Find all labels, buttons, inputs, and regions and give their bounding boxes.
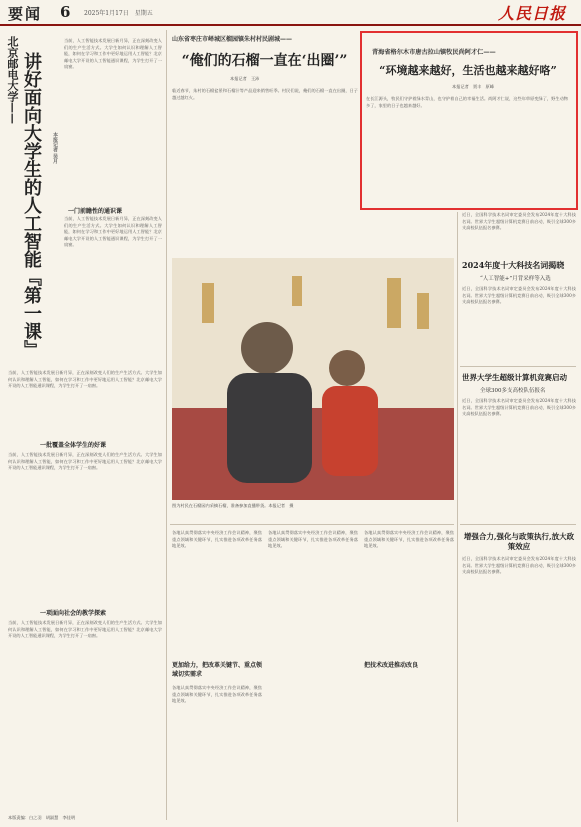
mid-bottom-col1: 各地认真贯彻落实中央经济工作会议精神，聚焦重点领域和关键环节，扎实推进各项改革任务落地见效。 — [172, 530, 262, 549]
right-subheadline-1: “人工智能+”月背采样等入选 — [480, 276, 551, 282]
mid-kicker: 山东省枣庄市峄城区榴园镇朱村村民剧城—— — [172, 36, 293, 43]
feature-kicker: 青海省格尔木市唐古拉山镇牧民尚阿才仁—— — [372, 49, 496, 56]
left-byline: 本报记者 吴月 — [52, 132, 58, 164]
right-divider-1 — [460, 366, 576, 367]
right-body-2: 近日，全国科学技术名词审定委员会发布2024年度十大科技名词。世界大学生超级计算机竞赛日前启动，吸引全球300多支高校队伍报名参赛。 — [462, 398, 576, 417]
right-body-1: 近日，全国科学技术名词审定委员会发布2024年度十大科技名词。世界大学生超级计算机竞赛日前启动，吸引全球300多支高校队伍报名参赛。 — [462, 286, 576, 305]
section-title: 要闻 — [8, 5, 43, 23]
shadow-puppet-photo — [172, 258, 454, 500]
mid-bottom-subhead-1: 更加给力，把改革关键节、重点领域切实需求 — [172, 662, 263, 678]
right-subheadline-2: 全球300多支高校队伍报名 — [480, 388, 546, 394]
left-body-mid: 当前，人工智能技术发展日新月异，正在深刻改变人们的生产生活方式。大学生如何认识和理解人工智能，如何在学习和工作中更好地运用人工智能？北京邮电大学开设的人工智能通识课程，为学生打开了一扇窗。 — [64, 216, 162, 248]
date-line: 2025年1月17日 星期五 — [84, 10, 153, 17]
left-subhead-2: 一批覆盖全体学生的好课 — [40, 442, 107, 449]
left-subhead-3: 一项面向社会的教学探索 — [40, 610, 107, 617]
right-body-top: 近日，全国科学技术名词审定委员会发布2024年度十大科技名词。世界大学生超级计算机竞赛日前启动，吸引全球300多支高校队伍报名参赛。 — [462, 212, 576, 231]
mid-headline: “俺们的石榴一直在‘出圈’” — [181, 53, 348, 69]
mid-bottom-col2: 各地认真贯彻落实中央经济工作会议精神，聚焦重点领域和关键环节，扎实推进各项改革任务落地见效。 — [268, 530, 358, 549]
page-number: 6 — [60, 3, 71, 21]
right-headline-1: 2024年度十大科技名词揭晓 — [462, 260, 565, 270]
left-headline: 讲好面向大学生的人工智能『第一课』 — [21, 52, 42, 358]
left-kicker: 北京邮电大学—— — [6, 36, 19, 124]
mid-bottom-subhead-2: 把技术改进推动改良 — [364, 662, 419, 669]
mid-bottom-col1b: 各地认真贯彻落实中央经济工作会议精神，聚焦重点领域和关键环节，扎实推进各项改革任务落地见效。 — [172, 685, 262, 704]
right-divider-2 — [460, 524, 576, 525]
mid-bottom-col3: 各地认真贯彻落实中央经济工作会议精神，聚焦重点领域和关键环节，扎实推进各项改革任务落地见效。 — [364, 530, 454, 549]
column-divider — [166, 30, 167, 820]
right-headline-3: 增强合力,强化与政策执行,放大政策效应 — [463, 532, 575, 551]
left-body-4: 当前，人工智能技术发展日新月异，正在深刻改变人们的生产生活方式。大学生如何认识和理解人工智能，如何在学习和工作中更好地运用人工智能？北京邮电大学开设的人工智能通识课程，为学生打开了一扇窗。 — [8, 620, 162, 639]
mid-body: 临近春节，朱村的石榴盆景和石榴汁等产品迎来销售旺季。村民们说，俺们的石榴一直在出圈，日子越过越红火。 — [172, 88, 358, 100]
photo-caption: 图为村民在石榴园内采摘石榴，准备参加直播带货。本报记者 摄 — [172, 503, 294, 508]
newspaper-logo: 人民日报 — [498, 4, 567, 23]
feature-byline: 本报记者 贾丰 原峰 — [452, 84, 494, 89]
feature-headline: “环境越来越好，生活也越来越好咯” — [379, 64, 557, 77]
left-body-3: 当前，人工智能技术发展日新月异，正在深刻改变人们的生产生活方式。大学生如何认识和理解人工智能，如何在学习和工作中更好地运用人工智能？北京邮电大学开设的人工智能通识课程，为学生打开了一扇窗。 — [8, 452, 162, 471]
left-body-top: 当前，人工智能技术发展日新月异，正在深刻改变人们的生产生活方式。大学生如何认识和理解人工智能，如何在学习和工作中更好地运用人工智能？北京邮电大学开设的人工智能通识课程，为学生打开了一扇窗。 — [64, 38, 162, 70]
section-divider — [170, 524, 454, 525]
right-headline-2: 世界大学生超级计算机竞赛启动 — [462, 373, 567, 382]
feature-body: 在长江源头，牧民们守护着绿水青山，也守护着自己的幸福生活。尚阿才仁说，这些年草原变绿了，野生动物多了，家里的日子也越来越好。 — [366, 96, 568, 108]
right-body-3: 近日，全国科学技术名词审定委员会发布2024年度十大科技名词。世界大学生超级计算机竞赛日前启动，吸引全球300多支高校队伍报名参赛。 — [462, 556, 576, 575]
left-editor-line: 本版责编：白之羽 胡淑慧 李佳明 — [8, 815, 76, 820]
left-body-2: 当前，人工智能技术发展日新月异，正在深刻改变人们的生产生活方式。大学生如何认识和理解人工智能，如何在学习和工作中更好地运用人工智能？北京邮电大学开设的人工智能通识课程，为学生打开了一扇窗。 — [8, 370, 162, 389]
left-subhead-1: 一门前瞻性的通识课 — [68, 208, 123, 215]
right-column-divider — [457, 212, 458, 822]
mid-byline: 本报记者 王沛 — [230, 76, 260, 81]
